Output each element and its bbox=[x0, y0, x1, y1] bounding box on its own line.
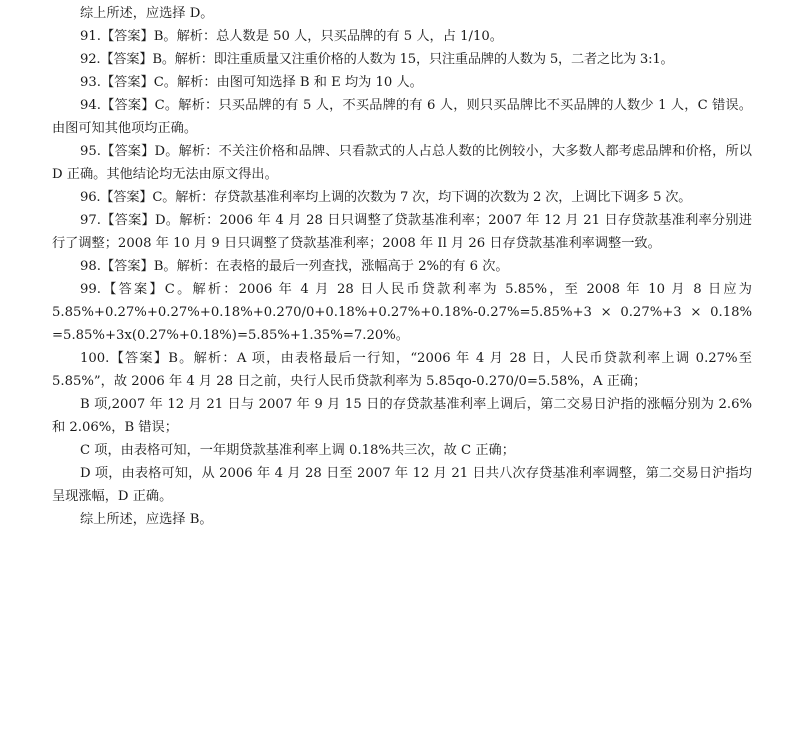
paragraph-conclusion-90: 综上所述，应选择 D。 bbox=[80, 6, 214, 21]
paragraph-option-d: D 项，由表格可知，从 2006 年 4 月 28 日至 2007 年 12 月 21 日共八次存贷基准利率调整，第二交易日沪指均呈现涨幅，D 正确。 bbox=[52, 466, 752, 504]
paragraph-answer-95: 95.【答案】D。解析：不关注价格和品牌、只看款式的人占总人数的比例较小，大多数人都考虑品牌和价格，所以 D 正确。其他结论均无法由原文得出。 bbox=[52, 144, 752, 182]
paragraph-answer-97: 97.【答案】D。解析：2006 年 4 月 28 日只调整了贷款基准利率；2007 年 12 月 21 日存贷款基准利率分别进行了调整；2008 年 10 月 9 日只调整了贷款基准利率；2008 年 Il 月 26 日存贷款基准利率调整一致。 bbox=[52, 213, 752, 251]
paragraph-answer-94: 94.【答案】C。解析：只买品牌的有 5 人，不买品牌的有 6 人，则只买品牌比不买品牌的人数少 1 人，C 错误。由图可知其他项均正确。 bbox=[52, 98, 752, 136]
paragraph-answer-92: 92.【答案】B。解析：即注重质量又注重价格的人数为 15，只注重品牌的人数为 5，二者之比为 3:1。 bbox=[80, 52, 674, 67]
paragraph-answer-91: 91.【答案】B。解析：总人数是 50 人，只买品牌的有 5 人，占 1/10。 bbox=[80, 29, 503, 44]
paragraph-conclusion-100: 综上所述，应选择 B。 bbox=[80, 512, 213, 527]
paragraph-answer-96: 96.【答案】C。解析：存贷款基准利率均上调的次数为 7 次，均下调的次数为 2 次，上调比下调多 5 次。 bbox=[80, 190, 692, 205]
paragraph-answer-100: 100.【答案】B。解析：A 项，由表格最后一行知，“2006 年 4 月 28 日，人民币贷款利率上调 0.27%至 5.85%”，故 2006 年 4 月 28 日之前，央行人民币贷款利率为 5.85qo-0.270/0=5.58%，A 正确； bbox=[52, 351, 752, 389]
paragraph-answer-98: 98.【答案】B。解析：在表格的最后一列查找，涨幅高于 2%的有 6 次。 bbox=[80, 259, 509, 274]
paragraph-answer-93: 93.【答案】C。解析：由图可知选择 B 和 E 均为 10 人。 bbox=[80, 75, 423, 90]
paragraph-option-c: C 项，由表格可知，一年期贷款基准利率上调 0.18%共三次，故 C 正确； bbox=[80, 443, 515, 458]
document-body bbox=[52, 2, 752, 531]
paragraph-answer-99: 99.【答案】C。解析：2006 年 4 月 28 日人民币贷款利率为 5.85%，至 2008 年 10 月 8 日应为 5.85%+0.27%+0.27%+0.18%+0.270/0+0.18%+0.27%+0.18%-0.27%=5.85%+3 × 0.27%+3 × 0.18% =5.85%+3x(0.27%+0.18%)=5.85%+1.35%=7.20%。 bbox=[52, 282, 752, 343]
paragraph-option-b: B 项,2007 年 12 月 21 日与 2007 年 9 月 15 日的存贷款基准利率上调后，第二交易日沪指的涨幅分别为 2.6%和 2.06%，B 错误； bbox=[52, 397, 752, 435]
